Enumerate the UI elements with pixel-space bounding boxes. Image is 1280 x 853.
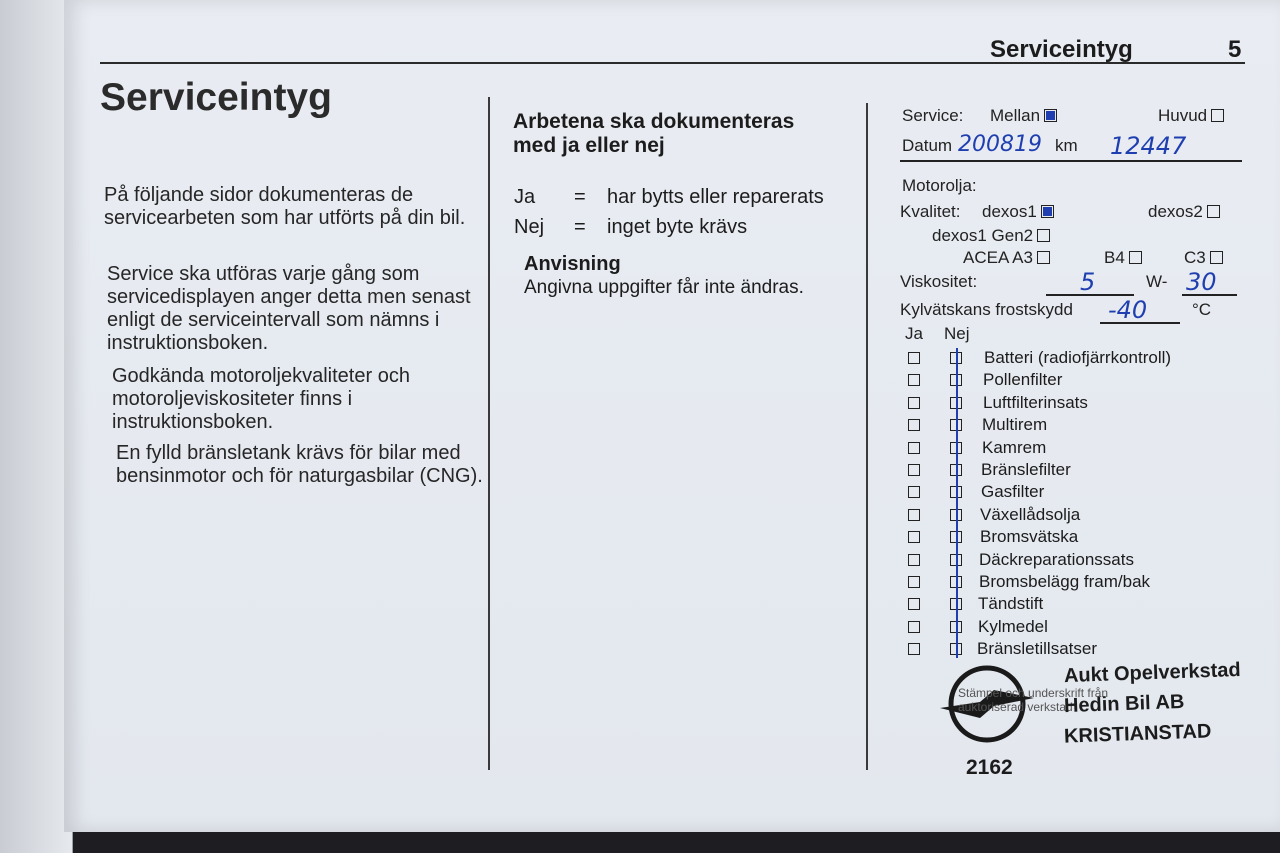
acea-option [963, 248, 1050, 268]
intro-paragraph-4: En fylld bränsletank krävs för bilar med bensinmotor och för naturgasbilar (CNG). [116, 442, 483, 487]
dexos2-label: dexos2 [1148, 202, 1203, 221]
acea-checkbox [1037, 251, 1050, 264]
dexos1gen2-label: dexos1 Gen2 [932, 226, 1034, 245]
checklist-item-label: Däckreparationssats [979, 549, 1134, 569]
ja-checkbox [908, 576, 920, 588]
dexos1-checkbox [1041, 205, 1054, 218]
ja-checkbox [908, 374, 920, 386]
frost-value: -40 [1108, 296, 1148, 324]
legend-ja-desc: har bytts eller reparerats [607, 186, 824, 208]
ja-checkbox [908, 643, 920, 655]
ja-checkbox [908, 531, 920, 543]
page-number: 5 [1228, 36, 1242, 63]
mellan-label: Mellan [990, 106, 1041, 125]
dexos2-checkbox [1207, 205, 1220, 218]
checklist-item-label: Kylmedel [978, 616, 1048, 636]
dexos2-option [1148, 202, 1220, 222]
checklist-item-label: Batteri (radiofjärrkontroll) [984, 348, 1172, 367]
intro-paragraph-1: På följande sidor dokumenteras de servicearbeten som har utförts på din bil. [104, 184, 466, 229]
viskositet-label: Viskositet: [900, 272, 978, 291]
b4-checkbox [1129, 251, 1142, 264]
legend-nej-term: Nej [514, 216, 545, 238]
datum-label: Datum [902, 136, 953, 155]
checklist-item-label: Pollenfilter [983, 370, 1063, 390]
stamp-line-city: KRISTIANSTAD [1063, 720, 1212, 748]
ja-checkbox [908, 464, 920, 476]
stamp-hint: Stämpel och underskrift från auktoriserad verkstad [958, 686, 1109, 714]
b4-label: B4 [1104, 248, 1125, 267]
checklist-item-label: Kamrem [982, 437, 1047, 457]
checklist-item-label: Bränslefilter [981, 460, 1071, 479]
legend-ja-term: Ja [514, 186, 536, 208]
column-divider-left [488, 97, 490, 770]
note-title: Anvisning [524, 253, 621, 275]
c3-checkbox [1210, 251, 1223, 264]
legend-ja-eq: = [574, 186, 586, 208]
section-title: Serviceintyg [100, 76, 332, 119]
service-label: Service: [902, 106, 964, 125]
checklist-item-label: Luftfilterinsats [983, 392, 1088, 412]
intro-paragraph-3: Godkända motoroljekvaliteter och motoroljeviskositeter finns i instruktionsboken. [112, 365, 410, 433]
stamp-line-company: Hedin Bil AB [1063, 690, 1185, 718]
datum-rule [900, 160, 1242, 162]
service-mellan [990, 106, 1057, 126]
documentation-heading: Arbetena ska dokumenteras med ja eller nej [513, 110, 795, 157]
c3-option [1184, 248, 1223, 268]
km-label: km [1055, 136, 1078, 155]
running-header-title: Serviceintyg [990, 36, 1133, 63]
checklist-item-label: Bromsvätska [980, 527, 1079, 547]
legend-nej-eq: = [574, 216, 586, 238]
w-label: W- [1146, 272, 1168, 291]
ja-checkbox [908, 486, 920, 498]
ja-checkbox [908, 442, 920, 454]
ja-checkbox [908, 419, 920, 431]
ja-checkbox [908, 352, 920, 364]
viskositet-value-1: 5 [1080, 268, 1096, 296]
motorolja-label: Motorolja: [902, 176, 977, 195]
dexos1gen2-checkbox [1037, 229, 1050, 242]
facing-page-edge [0, 0, 73, 853]
checklist-item-label: Multirem [982, 415, 1048, 435]
nej-column-header: Nej [944, 324, 970, 343]
kvalitet-label: Kvalitet: [900, 202, 961, 221]
checklist-item-label: Gasfilter [981, 482, 1045, 502]
nej-handwritten-line [956, 348, 958, 658]
checklist-item-label: Tändstift [978, 594, 1044, 614]
viskositet-value-2: 30 [1186, 268, 1217, 296]
checklist-item-label: Bränsletillsatser [977, 639, 1097, 659]
dexos1gen2-option [932, 226, 1050, 246]
ja-column-header: Ja [905, 324, 923, 343]
kylvatska-label: Kylvätskans frostskydd [900, 300, 1073, 319]
note-text: Angivna uppgifter får inte ändras. [524, 277, 804, 298]
dexos1-option [982, 202, 1054, 222]
ja-checkbox [908, 509, 920, 521]
checklist-item-label: Växellådsolja [980, 504, 1081, 524]
ja-checkbox [908, 621, 920, 633]
huvud-label: Huvud [1158, 106, 1208, 125]
checklist-item-label: Bromsbelägg fram/bak [979, 572, 1151, 591]
stamp-number: 2162 [966, 756, 1013, 779]
ja-checkbox [908, 397, 920, 409]
mellan-checkbox [1044, 109, 1057, 122]
celsius-label: °C [1192, 300, 1212, 319]
ja-checkbox [908, 598, 920, 610]
intro-paragraph-2: Service ska utföras varje gång som servicedisplayen anger detta men senast enligt de serviceintervall som nämns i instruktionsboken. [107, 263, 471, 354]
ja-checkbox [908, 554, 920, 566]
column-divider-right [866, 103, 868, 770]
c3-label: C3 [1184, 248, 1206, 267]
datum-value: 200819 [958, 132, 1042, 157]
b4-option [1104, 248, 1142, 268]
dexos1-label: dexos1 [982, 202, 1037, 221]
legend-nej-desc: inget byte krävs [607, 216, 748, 238]
km-value: 12447 [1110, 132, 1187, 160]
acea-label: ACEA A3 [963, 248, 1033, 267]
huvud-checkbox [1211, 109, 1224, 122]
stamp-line-workshop: Aukt Opelverkstad [1063, 658, 1242, 688]
service-huvud [1158, 106, 1224, 126]
